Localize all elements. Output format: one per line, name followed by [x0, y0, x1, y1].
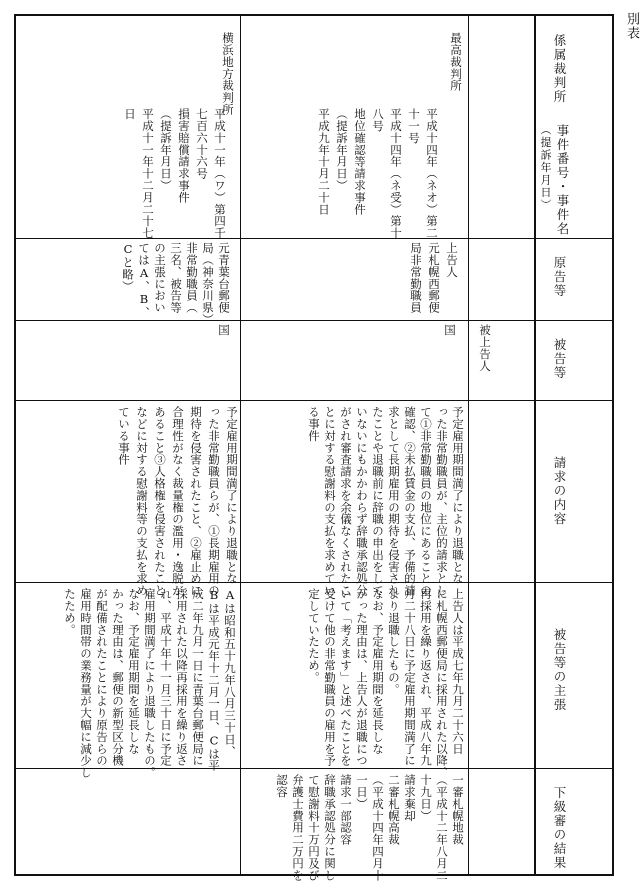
header-case-number: 事件番号・事件名 （提訴年月日） [539, 124, 570, 236]
row-1-case: 平成十一年（ワ）第四千 七百六十六号 損害賠償請求事件 （提訴年月日） 平成十一年十二月二十七 日 [123, 108, 227, 239]
header-claim: 請求の内容 [552, 456, 567, 526]
row-divider [16, 400, 612, 401]
header-court: 係属裁判所 [552, 34, 567, 104]
row-divider [16, 238, 612, 239]
row-1-assertion: Aは昭和五十九年八月三十日、 Bは平成元年十二月一日、Cは平 成二年九月一日に青葉台郵便局に 採用された以降再採用を繰り返さ れ、平成十年十一月三十日に予定 雇用期間満了により退職したもの。 なお、予定雇用期間を延長しな かった理由は、郵便の新型区分機 が配備されたことにより原告らの 雇用時間帯の業務量が大幅に減少し たため。 [63, 588, 237, 779]
row-0-assertion: 上告人は平成七年九月二十六日 に札幌西郵便局に採用された以降、 再採用を繰り返され、平成八年九 月二十八日に予定雇用期間満了に より退職したもの。 なお、予定雇用期間を延長しな かった理由は、上告人が退職につ いて「考えます」と述べたことを 受けて他の非常勤職員の雇用を予 定していたため。 [307, 588, 465, 779]
header-plaintiff: 原告等 [552, 256, 567, 298]
row-0-lower-result: 一審札幌地裁 （平成十二年八月二 十九日） 請求棄却 二審札幌高裁 （平成十四年四月十 一日） 請求一部認容 辞職承認処分に関し て慰謝料十万円及び 弁護士費用二万円を 認容 [275, 774, 465, 882]
row-0-case: 平成十四年（ネオ）第二 十一号 平成十四年（ネ受）第十 八号 地位確認等請求事件 （提訴年月日） 平成九年十月二十日 [317, 108, 439, 239]
column-divider [240, 16, 241, 874]
row-1-plaintiff: 元青葉台郵便 局（神奈川県） 非常勤職員（ 三名、被告等 の主張におい てはA、B、 Cと略） [121, 242, 231, 326]
case-table [14, 14, 614, 882]
row-0-defendant: 被上告人 国 [443, 324, 492, 372]
header-assertion: 被告等の主張 [552, 628, 567, 712]
header-defendant: 被告等 [552, 338, 567, 380]
page-label: 別表 [624, 12, 639, 40]
row-1-court: 横浜地方裁判所 [221, 32, 235, 116]
column-divider [468, 16, 469, 874]
header-divider [534, 16, 536, 874]
row-1-claim: 予定雇用期間満了により退職とな った非常勤職員らが、①長期雇用の 期待を侵害されたこと、②雇止めに 合理性がなく裁量権の濫用・逸脱が あること③人格権を侵害されたこと などに対する慰謝料等の支払を求め ている事件 [117, 406, 239, 597]
row-0-plaintiff: 上告人 元札幌西郵便 局非常勤職員 [409, 242, 459, 314]
row-1-defendant: 国 [217, 324, 231, 336]
row-divider [16, 320, 612, 321]
header-lower-result: 下級審の結果 [552, 786, 567, 870]
row-0-court: 最高裁判所 [449, 32, 463, 92]
row-0-claim: 予定雇用期間満了により退職とな った非常勤職員が、主位的請求とし て①非常勤職員の地位にあることの 確認、②未払賃金の支払、予備的請 求として長期雇用の期待を侵害され たことや退職前に辞職の申出をして いないにもかかわらず辞職承認処分 がされ審査請求を余儀なくされたこ とに対する慰謝料の支払を求めてい る事件 [307, 406, 465, 597]
